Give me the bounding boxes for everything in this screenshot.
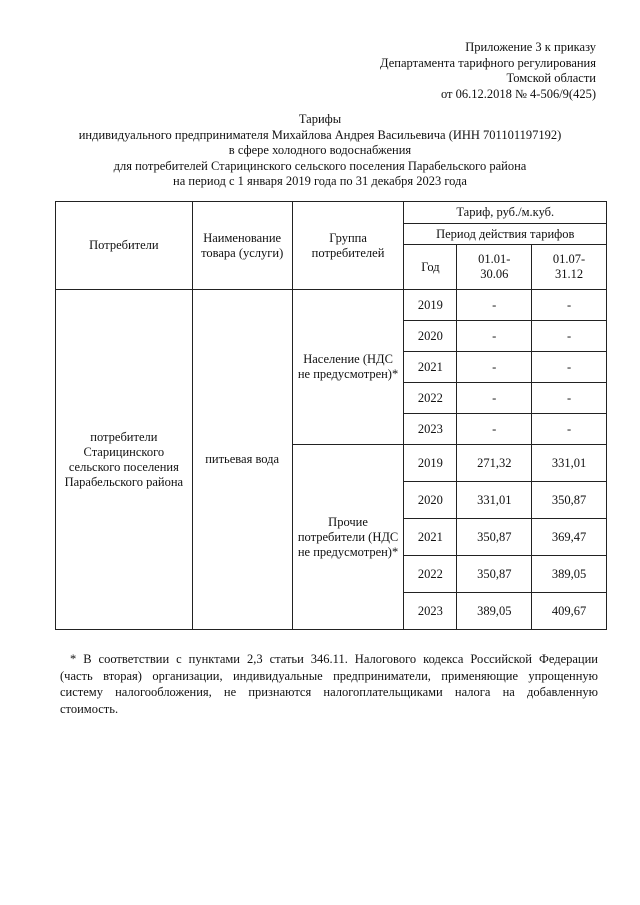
year-cell: 2022 (404, 556, 457, 593)
tariff-first-half-cell: 350,87 (457, 519, 532, 556)
table-row (56, 290, 607, 321)
tariff-table (55, 201, 607, 630)
tariff-second-half-cell: - (532, 290, 607, 321)
document-title (40, 112, 600, 190)
tariff-first-half-cell: - (457, 383, 532, 414)
header-line: Департамента тарифного регулирования (380, 55, 596, 70)
header-product: Наименование товара (услуги) (192, 202, 292, 290)
title-line: Тарифы (298, 112, 342, 126)
year-cell: 2023 (404, 414, 457, 445)
year-cell: 2022 (404, 383, 457, 414)
tariff-second-half-cell: - (532, 352, 607, 383)
year-cell: 2020 (404, 321, 457, 352)
group-cell-others: Прочие потребители (НДС не предусмотрен)* (292, 445, 404, 630)
footnote-line: * В соответствии с пунктами 2,3 статьи 346.11. Налогового кодекса Российской Федерации (70, 652, 598, 666)
order-appendix-header (380, 40, 596, 102)
header-line: Томской области (506, 71, 596, 85)
header-group: Группа потребителей (292, 202, 404, 290)
tariff-first-half-cell: - (457, 321, 532, 352)
tariff-second-half-cell: 369,47 (532, 519, 607, 556)
year-cell: 2019 (404, 445, 457, 482)
tariff-first-half-cell: 389,05 (457, 593, 532, 630)
tariff-second-half-cell: - (532, 414, 607, 445)
tariff-second-half-cell: - (532, 321, 607, 352)
year-cell: 2021 (404, 519, 457, 556)
header-line: Приложение 3 к приказу (465, 40, 596, 54)
footnote-line: стоимость. (60, 701, 119, 716)
product-cell: питьевая вода (192, 290, 292, 630)
vat-footnote (60, 651, 598, 717)
tariff-second-half-cell: 409,67 (532, 593, 607, 630)
title-line: индивидуального предпринимателя Михайлова Андрея Васильевича (ИНН 701101197192) (78, 127, 562, 142)
header-second-half: 01.07- 31.12 (532, 245, 607, 290)
table-header-row (56, 202, 607, 224)
tariff-first-half-cell: 350,87 (457, 556, 532, 593)
title-line: в сфере холодного водоснабжения (228, 143, 412, 157)
header-first-half: 01.01- 30.06 (457, 245, 532, 290)
header-period: Период действия тарифов (404, 224, 607, 245)
tariff-first-half-cell: 331,01 (457, 482, 532, 519)
tariff-second-half-cell: 389,05 (532, 556, 607, 593)
tariff-second-half-cell: 350,87 (532, 482, 607, 519)
tariff-second-half-cell: - (532, 383, 607, 414)
tariff-first-half-cell: 271,32 (457, 445, 532, 482)
header-year: Год (404, 245, 457, 290)
year-cell: 2019 (404, 290, 457, 321)
tariff-second-half-cell: 331,01 (532, 445, 607, 482)
footnote-line: систему налогообложения, не признаются налогоплательщиками налога на добавленную (60, 685, 598, 699)
tariff-first-half-cell: - (457, 290, 532, 321)
tariff-first-half-cell: - (457, 414, 532, 445)
group-cell-population: Население (НДС не предусмотрен)* (292, 290, 404, 445)
title-line: на период с 1 января 2019 года по 31 декабря 2023 года (173, 174, 467, 188)
title-line: для потребителей Старицинского сельского поселения Парабельского района (113, 158, 527, 173)
year-cell: 2023 (404, 593, 457, 630)
footnote-line: (часть вторая) организации, индивидуальные предприниматели, применяющие упрощенную (60, 668, 598, 683)
tariff-first-half-cell: - (457, 352, 532, 383)
year-cell: 2021 (404, 352, 457, 383)
consumer-cell: потребители Старицинского сельского поселения Парабельского района (56, 290, 193, 630)
header-consumers: Потребители (56, 202, 193, 290)
year-cell: 2020 (404, 482, 457, 519)
header-line: от 06.12.2018 № 4-506/9(425) (440, 86, 596, 101)
header-tariff: Тариф, руб./м.куб. (404, 202, 607, 224)
